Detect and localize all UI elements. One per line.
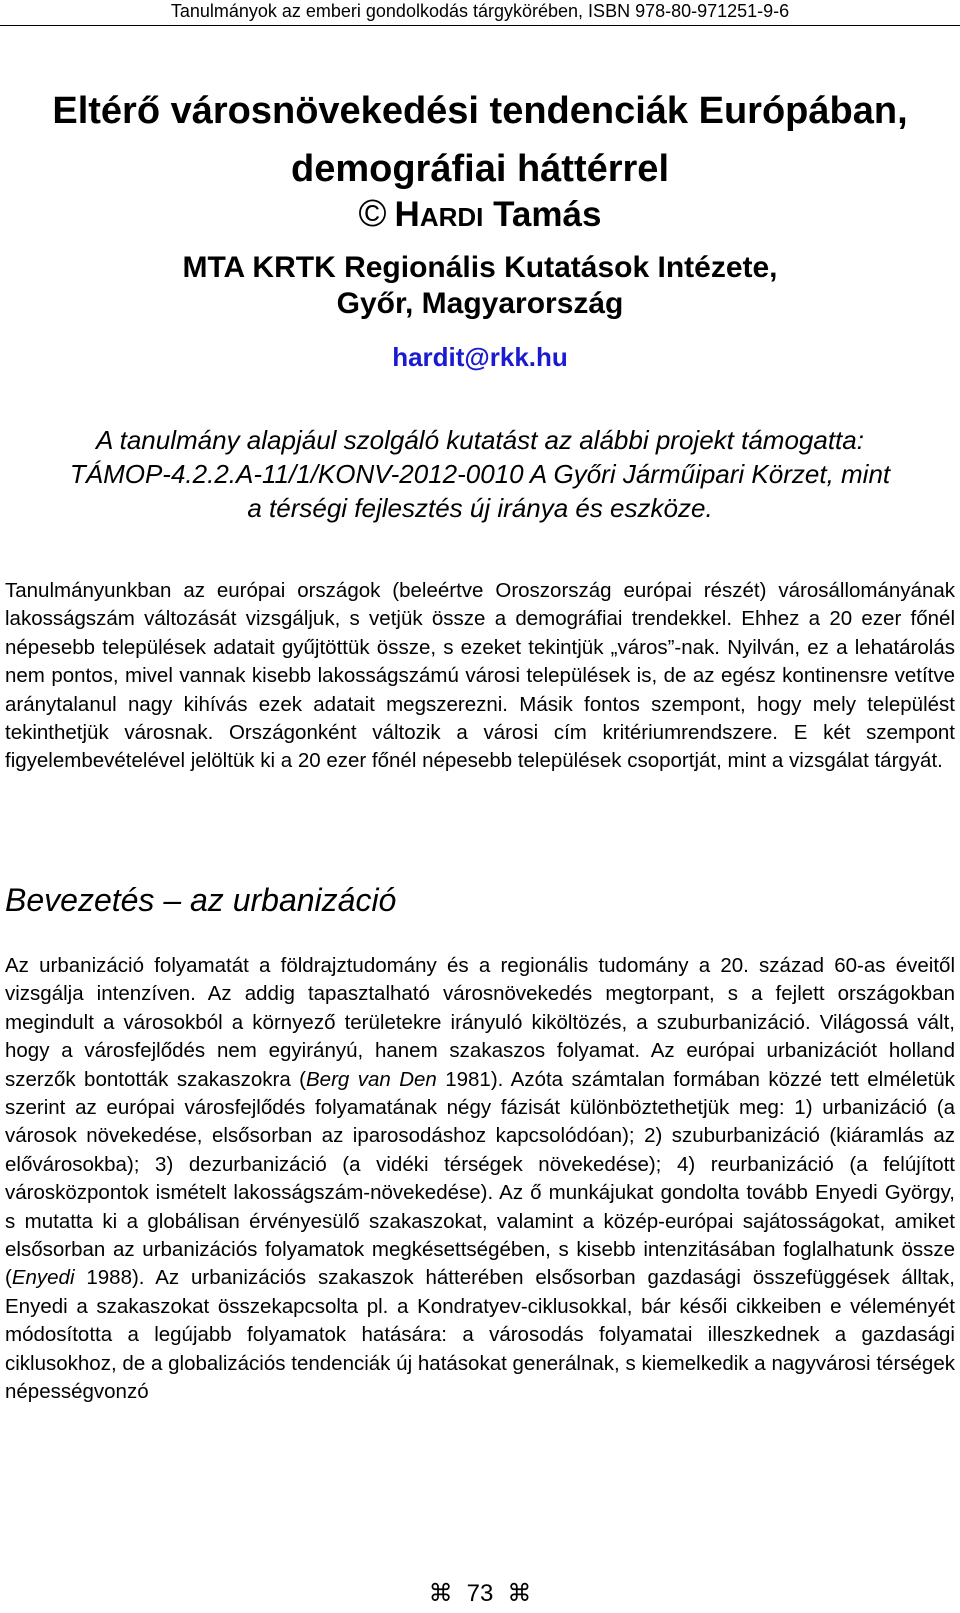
body-text-part-3: 1988). Az urbanizációs szakaszok hátterében elsősorban gazdasági összefüggések álltak, Enyedi a szakaszokat összekapcsolta pl. a Kondratyev-ciklusokkal, bár késői cikkeiben e véleményét módosította a legújabb folyamatok hatására: a városodás folyamatai illeszkednek a gazdasági ciklusokhoz, de a globalizációs tendenciák új hatásokat generálnak, s kiemelkedik a nagyvárosi térségek népességvonzó: [5, 1266, 955, 1404]
author-email-link[interactable]: hardit@rkk.hu: [392, 342, 568, 372]
title-line-1: Eltérő városnövekedési tendenciák Európában,: [52, 90, 908, 132]
affiliation: [0, 250, 960, 322]
page-number: 73: [466, 1580, 494, 1607]
body-text-part-2: 1981). Azóta számtalan formában közzé tett elméletük szerint az európai városfejlődés folyamatának négy fázisát különböztethetjük meg: 1) urbanizáció (a városok növekedése, elsősorban az iparosodáshoz kapcsolódóan); 2) szuburbanizáció (kiáramlás az elővárosokba); 3) dezurbanizáció (a vidéki térségek növekedése); 4) reurbanizáció (a felújított városközpontok ismételt lakosságszám-növekedése). Az ő munkájukat gondolta tovább Enyedi György, s mutatta ki a globálisan érvényesülő szakaszokat, valamint a közép-európai sajátosságokat, amiket elsősorban az urbanizációs folyamatok megkésettségében, s kisebb intenzitásában foglalhatunk össze (: [5, 1067, 955, 1290]
funding-line-3: a térségi fejlesztés új iránya és eszköze.: [247, 493, 713, 523]
author-line: [0, 192, 960, 239]
command-key-icon: ⌘: [507, 1579, 532, 1607]
author-surname-rest: ARDI: [419, 202, 484, 232]
title-line-2: demográfiai háttérrel: [291, 148, 669, 190]
abstract-paragraph: Tanulmányunkban az európai országok (beleértve Oroszország európai részét) városállományának lakosságszám változását vizsgáljuk, s vetjük össze a demográfiai trendekkel. Ehhez a 20 ezer főnél népesebb települések adatait gyűjtöttük össze, s ezeket tekintjük „város”-nak. Nyilván, ez a lehatárolás nem pontos, mivel vannak kisebb lakosságszámú városi települések is, de az egész kontinensre vetítve aránytalanul nagy kihívás ezek adatait megszerezni. Másik fontos szempont, hogy mely települést tekinthetjük városnak. Országonként változik a városi cím kritériumrendszere. E két szempont figyelembevételével jelöltük ki a 20 ezer főnél népesebb települések csoportját, mint a vizsgálat tárgyát.: [5, 579, 955, 773]
page-footer: [0, 1578, 960, 1609]
running-head: Tanulmányok az emberi gondolkodás tárgykörében, ISBN 978-80-971251-9-6: [0, 0, 960, 26]
command-key-icon: ⌘: [428, 1579, 453, 1607]
citation-enyedi: Enyedi: [11, 1266, 75, 1290]
article-title: [0, 82, 960, 198]
funding-note: [0, 423, 960, 525]
body-text-part-1: Az urbanizáció folyamatát a földrajztudomány és a regionális tudomány a 20. század 60-as éveitől vizsgálja intenzíven. Az addig tapasztalható városnövekedés megtorpant, s a fejlett országokban megindult a városokból a környező területekre irányuló kiköltözés, a szuburbanizáció. Világossá vált, hogy a városfejlődés nem egyirányú, hanem szakaszos folyamat. Az európai urbanizációt holland szerzők bontották szakaszokra (: [5, 954, 955, 1091]
author-given-name: Tamás: [493, 195, 602, 234]
funding-line-2: TÁMOP-4.2.2.A-11/1/KONV-2012-0010 A Győri Járműipari Körzet, mint: [69, 459, 891, 489]
funding-line-1: A tanulmány alapjául szolgáló kutatást az alábbi projekt támogatta:: [96, 425, 864, 455]
affiliation-line-2: Győr, Magyarország: [336, 287, 624, 320]
section-heading: Bevezetés – az urbanizáció: [5, 882, 397, 918]
body-paragraph: [5, 952, 955, 1407]
citation-berg-van-den: Berg van Den: [306, 1067, 437, 1091]
copyright-symbol: ©: [358, 193, 387, 235]
affiliation-line-1: MTA KRTK Regionális Kutatások Intézete,: [182, 251, 778, 284]
author-surname-initial: H: [394, 195, 420, 234]
